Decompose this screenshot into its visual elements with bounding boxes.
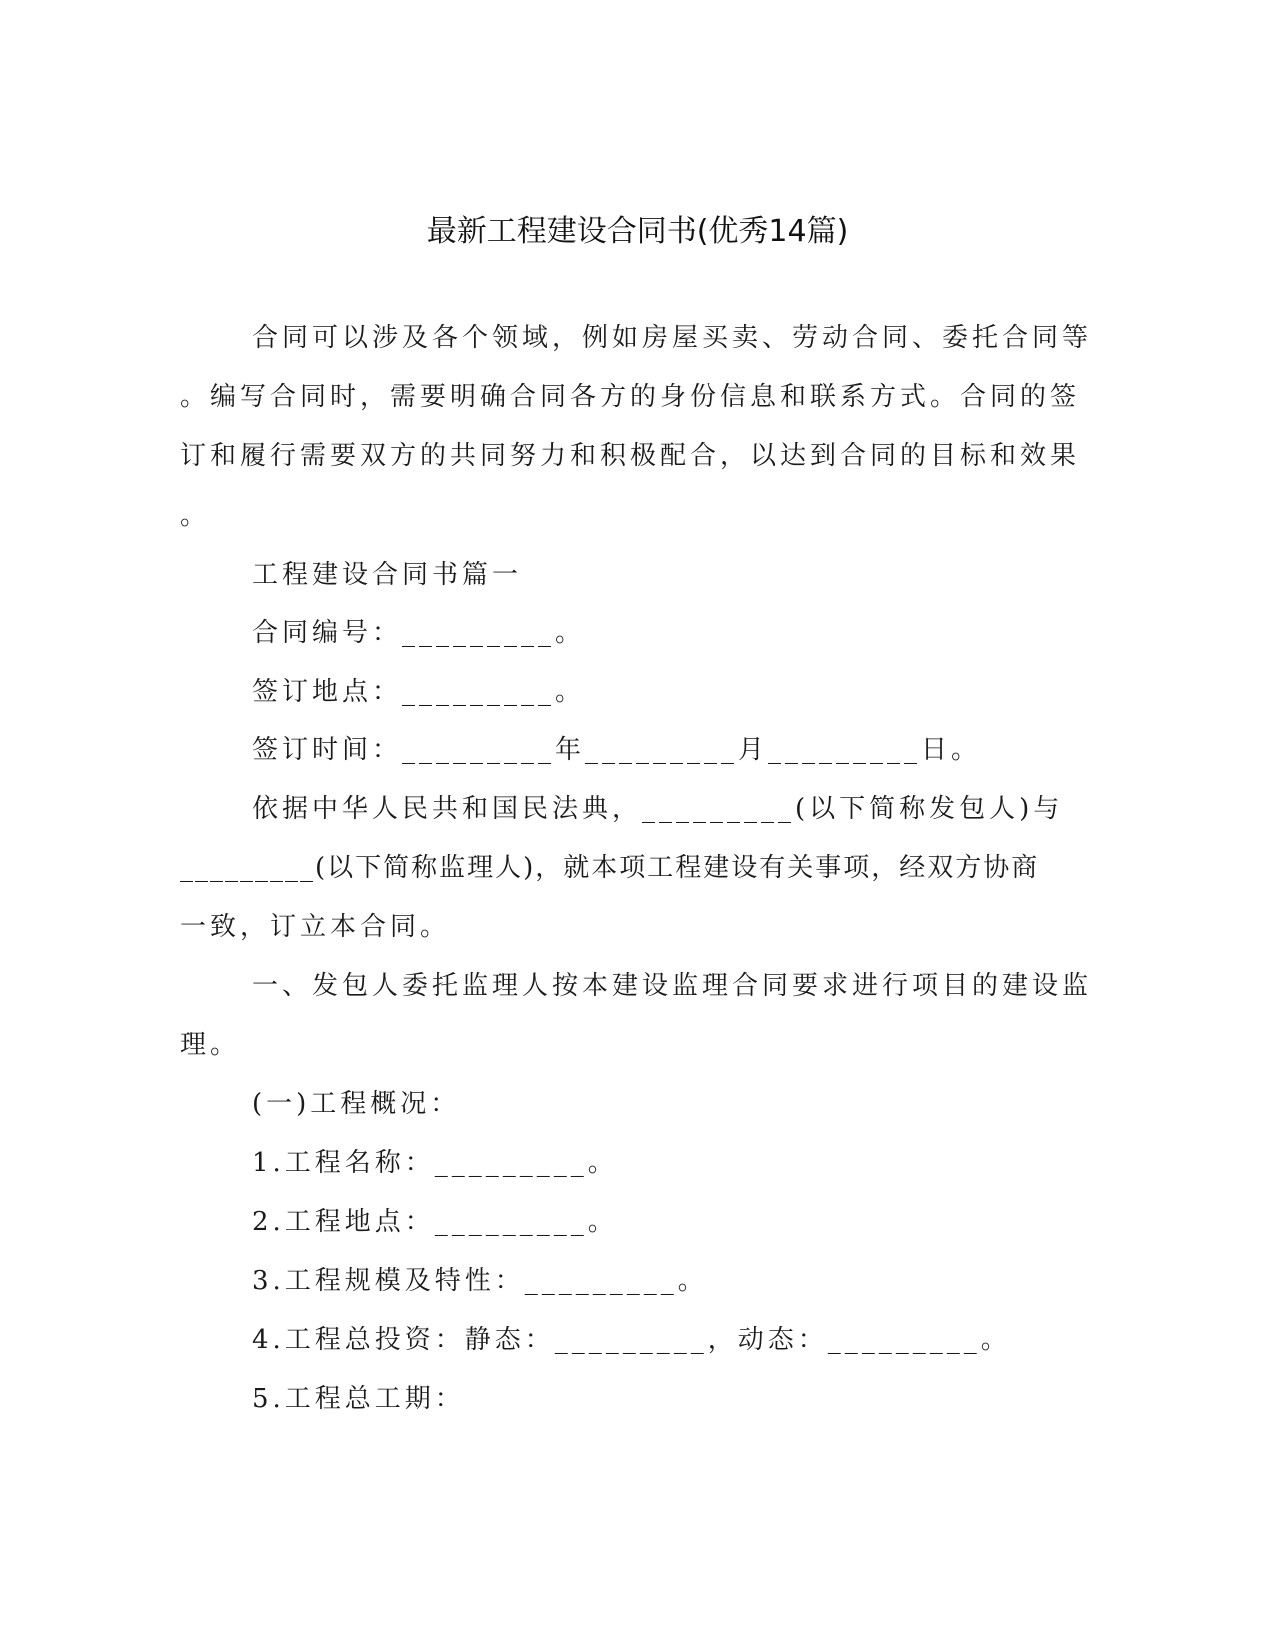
basis-line-2: _________(以下简称监理人)，就本项工程建设有关事项，经双方协商: [180, 853, 1040, 883]
basis-line-3: 一致，订立本合同。: [180, 912, 451, 942]
intro-line-4: 。: [180, 501, 211, 531]
contract-number-line: 合同编号：_________。: [252, 618, 586, 648]
signing-place-line: 签订地点：_________。: [252, 677, 586, 707]
overview-item-1: 1.工程名称：_________。: [252, 1148, 618, 1178]
basis-line-1: 依据中华人民共和国民法典，_________(以下简称发包人)与: [252, 794, 1064, 824]
article-one-line-2: 理。: [180, 1030, 241, 1060]
overview-heading: (一)工程概况：: [252, 1089, 461, 1119]
intro-line-2: 。编写合同时，需要明确合同各方的身份信息和联系方式。合同的签: [180, 382, 1081, 412]
overview-item-3: 3.工程规模及特性：_________。: [252, 1266, 708, 1296]
intro-line-3: 订和履行需要双方的共同努力和积极配合，以达到合同的目标和效果: [180, 441, 1081, 471]
document-title: 最新工程建设合同书(优秀14篇): [426, 214, 849, 249]
article-one-line-1: 一、发包人委托监理人按本建设监理合同要求进行项目的建设监: [252, 971, 1093, 1001]
overview-item-2: 2.工程地点：_________。: [252, 1207, 618, 1237]
overview-item-4: 4.工程总投资：静态：_________，动态：_________。: [252, 1325, 1011, 1355]
overview-item-5: 5.工程总工期：: [252, 1384, 465, 1414]
signing-time-line: 签订时间：_________年_________月_________日。: [252, 735, 982, 765]
intro-line-1: 合同可以涉及各个领域，例如房屋买卖、劳动合同、委托合同等: [252, 323, 1093, 353]
section-heading: 工程建设合同书篇一: [252, 560, 523, 590]
